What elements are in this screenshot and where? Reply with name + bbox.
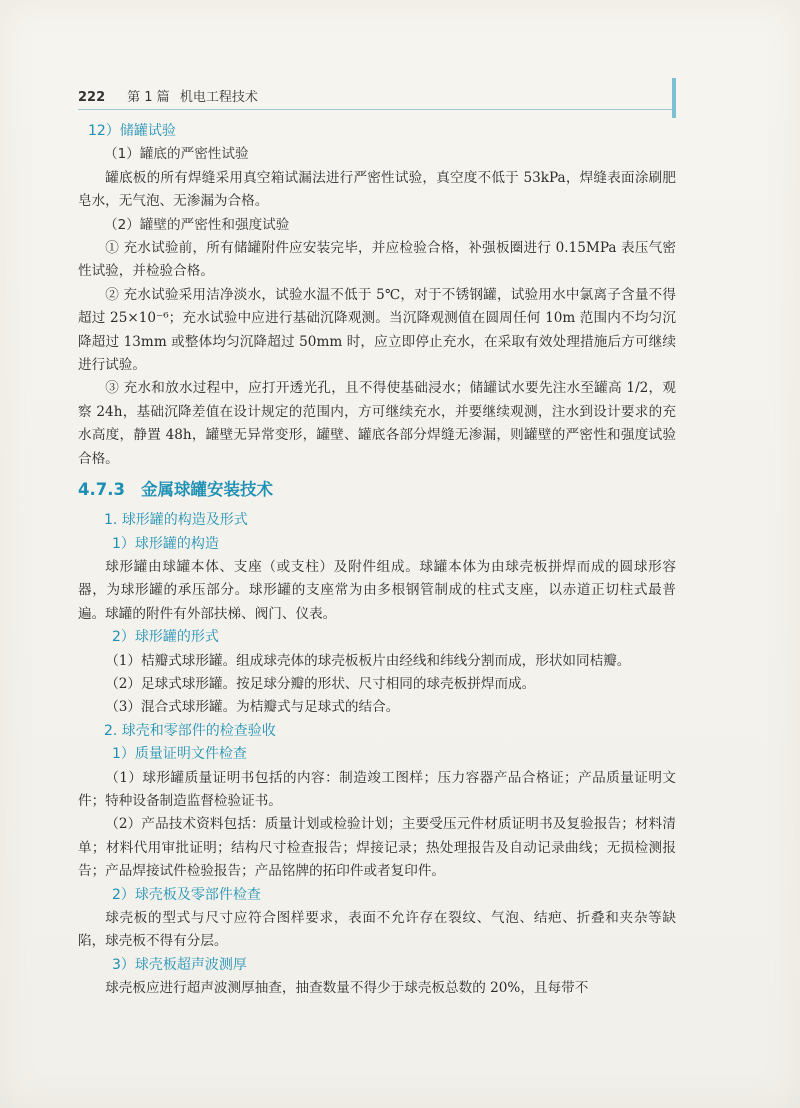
section-heading bbox=[78, 477, 676, 503]
heading-tank-wall-test: （2）罐壁的严密性和强度试验 bbox=[104, 216, 290, 233]
paragraph: ③ 充水和放水过程中，应打开透光孔，且不得使基础浸水；储罐试水要先注水至罐高 1/2，观察 24h，基础沉降差值在设计规定的范围内，方可继续充水，并要继续观测，注水到设计要求的充水高度，静置 48h，罐壁无异常变形，罐壁、罐底各部分焊缝无渗漏，则罐壁的严密性和强度试验合格。 bbox=[78, 380, 676, 467]
page-number: 222 bbox=[78, 90, 106, 105]
section-number: 4.7.3 bbox=[78, 480, 125, 500]
paragraph: （1）球形罐质量证明书包括的内容：制造竣工图样；压力容器产品合格证；产品质量证明文件；特种设备制造监督检验证书。 bbox=[78, 769, 676, 809]
paragraph: 球壳板应进行超声波测厚抽查，抽查数量不得少于球壳板总数的 20%，且每带不 bbox=[105, 980, 589, 997]
paragraph: 球形罐由球罐本体、支座（或支柱）及附件组成。球罐本体为由球壳板拼焊而成的圆球形容器，为球形罐的承压部分。球形罐的支座常为由多根钢管制成的柱式支座，以赤道正切柱式最普遍。球罐的附件有外部扶梯、阀门、仪表。 bbox=[78, 558, 676, 622]
header-title: 机电工程技术 bbox=[179, 90, 258, 105]
paragraph: 罐底板的所有焊缝采用真空箱试漏法进行严密性试验，真空度不低于 53kPa，焊缝表面涂刷肥皂水，无气泡、无渗漏为合格。 bbox=[78, 169, 676, 210]
heading-spherical-structure-form: 1. 球形罐的构造及形式 bbox=[104, 512, 248, 529]
paragraph: ① 充水试验前，所有储罐附件应安装完毕，并应检验合格，补强板圈进行 0.15MPa 表压气密性试验，并检验合格。 bbox=[78, 240, 676, 280]
heading-quality-documents: 1）质量证明文件检查 bbox=[112, 746, 247, 763]
heading-shell-plate-check: 2）球壳板及零部件检查 bbox=[112, 886, 261, 903]
heading-tank-bottom-test: （1）罐底的严密性试验 bbox=[104, 146, 249, 163]
heading-spherical-form: 2）球形罐的形式 bbox=[112, 629, 219, 646]
header-rule bbox=[78, 109, 672, 110]
paragraph: （3）混合式球形罐。为桔瓣式与足球式的结合。 bbox=[105, 699, 400, 716]
paragraph: （2）产品技术资料包括：质量计划或检验计划；主要受压元件材质证明书及复验报告；材料清单；材料代用审批证明；结构尺寸检查报告；焊接记录；热处理报告及自动记录曲线；无损检测报告；产品焊接试件检验报告；产品铭牌的拓印件或者复印件。 bbox=[78, 816, 676, 880]
page-content bbox=[78, 120, 676, 1001]
paragraph: （1）桔瓣式球形罐。组成球壳体的球壳板板片由经线和纬线分割而成，形状如同桔瓣。 bbox=[105, 652, 631, 669]
heading-spherical-structure: 1）球形罐的构造 bbox=[112, 535, 219, 552]
heading-storage-tank-test: 12）储罐试验 bbox=[88, 123, 176, 139]
section-title: 金属球罐安装技术 bbox=[140, 480, 273, 500]
paragraph: （2）足球式球形罐。按足球分瓣的形状、尺寸相同的球壳板拼焊而成。 bbox=[105, 675, 536, 692]
heading-ultrasonic-thickness: 3）球壳板超声波测厚 bbox=[112, 956, 247, 973]
running-header bbox=[78, 86, 668, 108]
paragraph: 球壳板的型式与尺寸应符合图样要求，表面不允许存在裂纹、气泡、结疤、折叠和夹杂等缺陷，球壳板不得有分层。 bbox=[78, 910, 676, 950]
heading-inspection-acceptance: 2. 球壳和零部件的检查验收 bbox=[104, 722, 276, 739]
header-accent-bar bbox=[672, 78, 676, 118]
paragraph: ② 充水试验采用洁净淡水，试验水温不低于 5℃，对于不锈钢罐，试验用水中氯离子含量不得超过 25×10⁻⁶；充水试验中应进行基础沉降观测。当沉降观测值在圆周任何 10m 范围内不均匀沉降超过 13mm 或整体均匀沉降超过 50mm 时，应立即停止充水，在采取有效处理措施后方可继续进行试验。 bbox=[78, 286, 676, 374]
header-part: 第 1 篇 bbox=[127, 90, 170, 105]
